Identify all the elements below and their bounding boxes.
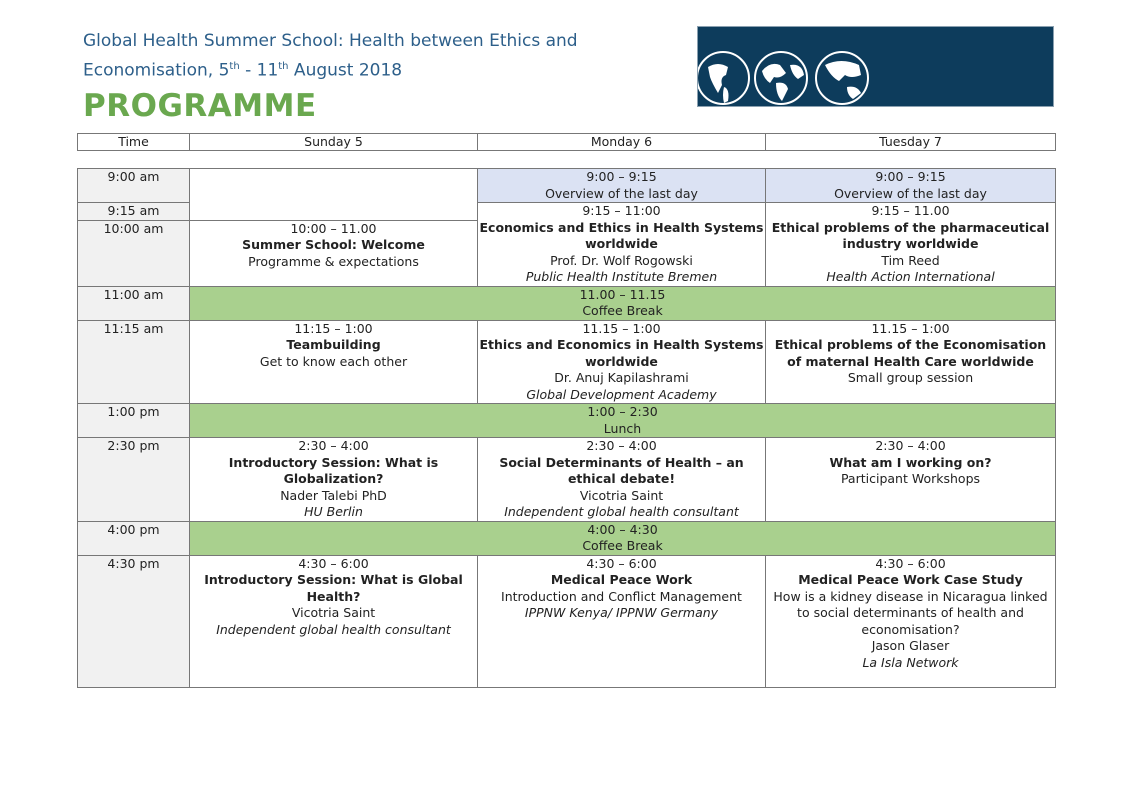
session-time: 11.00 – 11.15	[579, 286, 666, 302]
session-time: 9:15 – 11:00	[582, 203, 661, 218]
session-speaker: Vicotria Saint	[291, 605, 376, 620]
session-organisation: Independent global health consultant	[216, 621, 451, 637]
time-label: 4:00 pm	[107, 521, 160, 537]
session-time: 4:00 – 4:30	[587, 521, 658, 537]
title-date-part: Economisation, 5	[83, 60, 230, 81]
title-date-part: - 11	[239, 60, 279, 81]
column-header-table	[77, 133, 1056, 151]
session-organisation: Public Health Institute Bremen	[525, 269, 718, 284]
session-description: Introduction and Conflict Management	[501, 588, 742, 604]
session-title: Ethical problems of the Economisation of maternal Health Care worldwide	[774, 337, 1047, 369]
session-description: Get to know each other	[259, 353, 408, 369]
time-label: 9:00 am	[107, 169, 160, 184]
session-time: 4:30 – 6:00	[586, 555, 657, 571]
time-label: 10:00 am	[103, 220, 164, 236]
session-organisation: Health Action International	[826, 269, 995, 284]
session-tue-overview	[766, 169, 1056, 203]
session-title: Introductory Session: What is Globalization?	[228, 454, 439, 486]
session-time: 11.15 – 1:00	[871, 320, 950, 336]
table-row	[78, 555, 1056, 687]
globes-banner	[697, 26, 1054, 107]
time-label: 11:00 am	[103, 286, 164, 302]
session-mon-ethics	[478, 320, 766, 404]
session-title: Lunch	[603, 420, 642, 436]
session-time: 9:15 – 11.00	[871, 203, 950, 218]
time-label: 11:15 am	[103, 320, 164, 336]
time-cell	[78, 320, 190, 404]
session-sun-global-health	[190, 555, 478, 687]
column-header-sunday: Sunday 5	[190, 134, 478, 151]
session-speaker: Vicotria Saint	[579, 487, 664, 503]
session-time: 2:30 – 4:00	[298, 438, 369, 453]
session-title: Coffee Break	[582, 538, 663, 553]
time-label: 9:15 am	[107, 203, 160, 218]
session-mon-peace-work	[478, 555, 766, 687]
time-label: 2:30 pm	[107, 438, 160, 453]
title-sup: th	[229, 61, 240, 72]
session-description: Participant Workshops	[840, 471, 981, 486]
session-title: What am I working on?	[829, 454, 992, 470]
session-description: How is a kidney disease in Nicaragua linked to social determinants of health and economisation?	[773, 588, 1048, 637]
title-line-1: Global Health Summer School: Health between Ethics and	[83, 31, 578, 51]
time-cell	[78, 404, 190, 438]
session-title: Introductory Session: What is Global Health?	[204, 572, 463, 604]
session-speaker: Nader Talebi PhD	[280, 487, 387, 503]
session-description: Programme & expectations	[248, 253, 419, 269]
session-title: Overview of the last day	[545, 185, 698, 201]
column-header-row	[78, 134, 1056, 151]
time-cell	[78, 521, 190, 555]
session-time: 9:00 – 9:15	[875, 169, 946, 184]
time-cell	[78, 438, 190, 522]
session-time: 4:30 – 6:00	[875, 555, 946, 571]
session-organisation: Independent global health consultant	[504, 504, 739, 519]
globe-asia-icon	[815, 51, 869, 105]
session-organisation: IPPNW Kenya/ IPPNW Germany	[524, 605, 719, 620]
session-time: 2:30 – 4:00	[875, 438, 946, 453]
session-speaker: Prof. Dr. Wolf Rogowski	[550, 252, 693, 268]
session-mon-economics	[478, 203, 766, 287]
title-date-part: August 2018	[288, 60, 403, 81]
session-title: Medical Peace Work Case Study	[798, 572, 1023, 587]
table-row	[78, 169, 1056, 203]
session-tue-working-on	[766, 438, 1056, 522]
time-label: 4:30 pm	[107, 555, 160, 571]
table-row	[78, 521, 1056, 555]
session-coffee-break-2	[190, 521, 1056, 555]
globe-americas-icon	[697, 51, 750, 105]
session-title: Ethical problems of the pharmaceutical industry worldwide	[771, 219, 1050, 251]
table-row	[78, 286, 1056, 320]
session-time: 4:30 – 6:00	[298, 555, 369, 571]
session-organisation: HU Berlin	[304, 504, 363, 519]
time-label: 1:00 pm	[107, 404, 160, 419]
session-title: Social Determinants of Health – an ethical debate!	[499, 454, 744, 486]
session-time: 11:15 – 1:00	[294, 320, 373, 336]
session-title: Medical Peace Work	[550, 572, 693, 587]
session-mon-social-determinants	[478, 438, 766, 522]
session-organisation: Global Development Academy	[526, 386, 717, 402]
session-time: 10:00 – 11.00	[290, 220, 377, 236]
table-row	[78, 438, 1056, 522]
session-tue-pharma	[766, 203, 1056, 287]
session-description: Small group session	[847, 370, 974, 385]
session-speaker: Dr. Anuj Kapilashrami	[554, 370, 689, 385]
time-cell	[78, 220, 190, 286]
session-time: 11.15 – 1:00	[582, 320, 661, 336]
session-time: 1:00 – 2:30	[587, 404, 658, 419]
document-title	[83, 29, 603, 84]
session-speaker: Jason Glaser	[871, 638, 950, 653]
session-time: 9:00 – 9:15	[586, 169, 657, 184]
session-title: Overview of the last day	[834, 185, 987, 201]
time-cell	[78, 169, 190, 203]
session-title: Teambuilding	[286, 337, 381, 352]
session-tue-maternal	[766, 320, 1056, 404]
session-title: Summer School: Welcome	[242, 237, 425, 252]
column-header-monday: Monday 6	[478, 134, 766, 151]
table-row	[78, 320, 1056, 404]
programme-heading: PROGRAMME	[83, 88, 317, 124]
time-cell	[78, 203, 190, 221]
session-coffee-break-1	[190, 286, 1056, 320]
session-title: Ethics and Economics in Health Systems worldwide	[479, 337, 764, 369]
session-sun-welcome	[190, 220, 478, 286]
column-header-time: Time	[78, 134, 190, 151]
session-organisation: La Isla Network	[862, 654, 959, 670]
session-sun-globalization	[190, 438, 478, 522]
session-title: Economics and Ethics in Health Systems worldwide	[479, 219, 764, 251]
time-cell	[78, 555, 190, 687]
schedule-table	[77, 168, 1056, 688]
session-mon-overview	[478, 169, 766, 203]
session-lunch	[190, 404, 1056, 438]
session-time: 2:30 – 4:00	[586, 438, 657, 453]
session-sun-teambuilding	[190, 320, 478, 404]
table-row	[78, 404, 1056, 438]
session-title: Coffee Break	[582, 303, 663, 318]
title-sup: th	[278, 61, 289, 72]
sunday-empty-cell	[190, 169, 478, 221]
time-cell	[78, 286, 190, 320]
session-speaker: Tim Reed	[881, 252, 940, 268]
session-tue-case-study	[766, 555, 1056, 687]
column-header-tuesday: Tuesday 7	[766, 134, 1056, 151]
globe-europe-africa-icon	[754, 51, 808, 105]
